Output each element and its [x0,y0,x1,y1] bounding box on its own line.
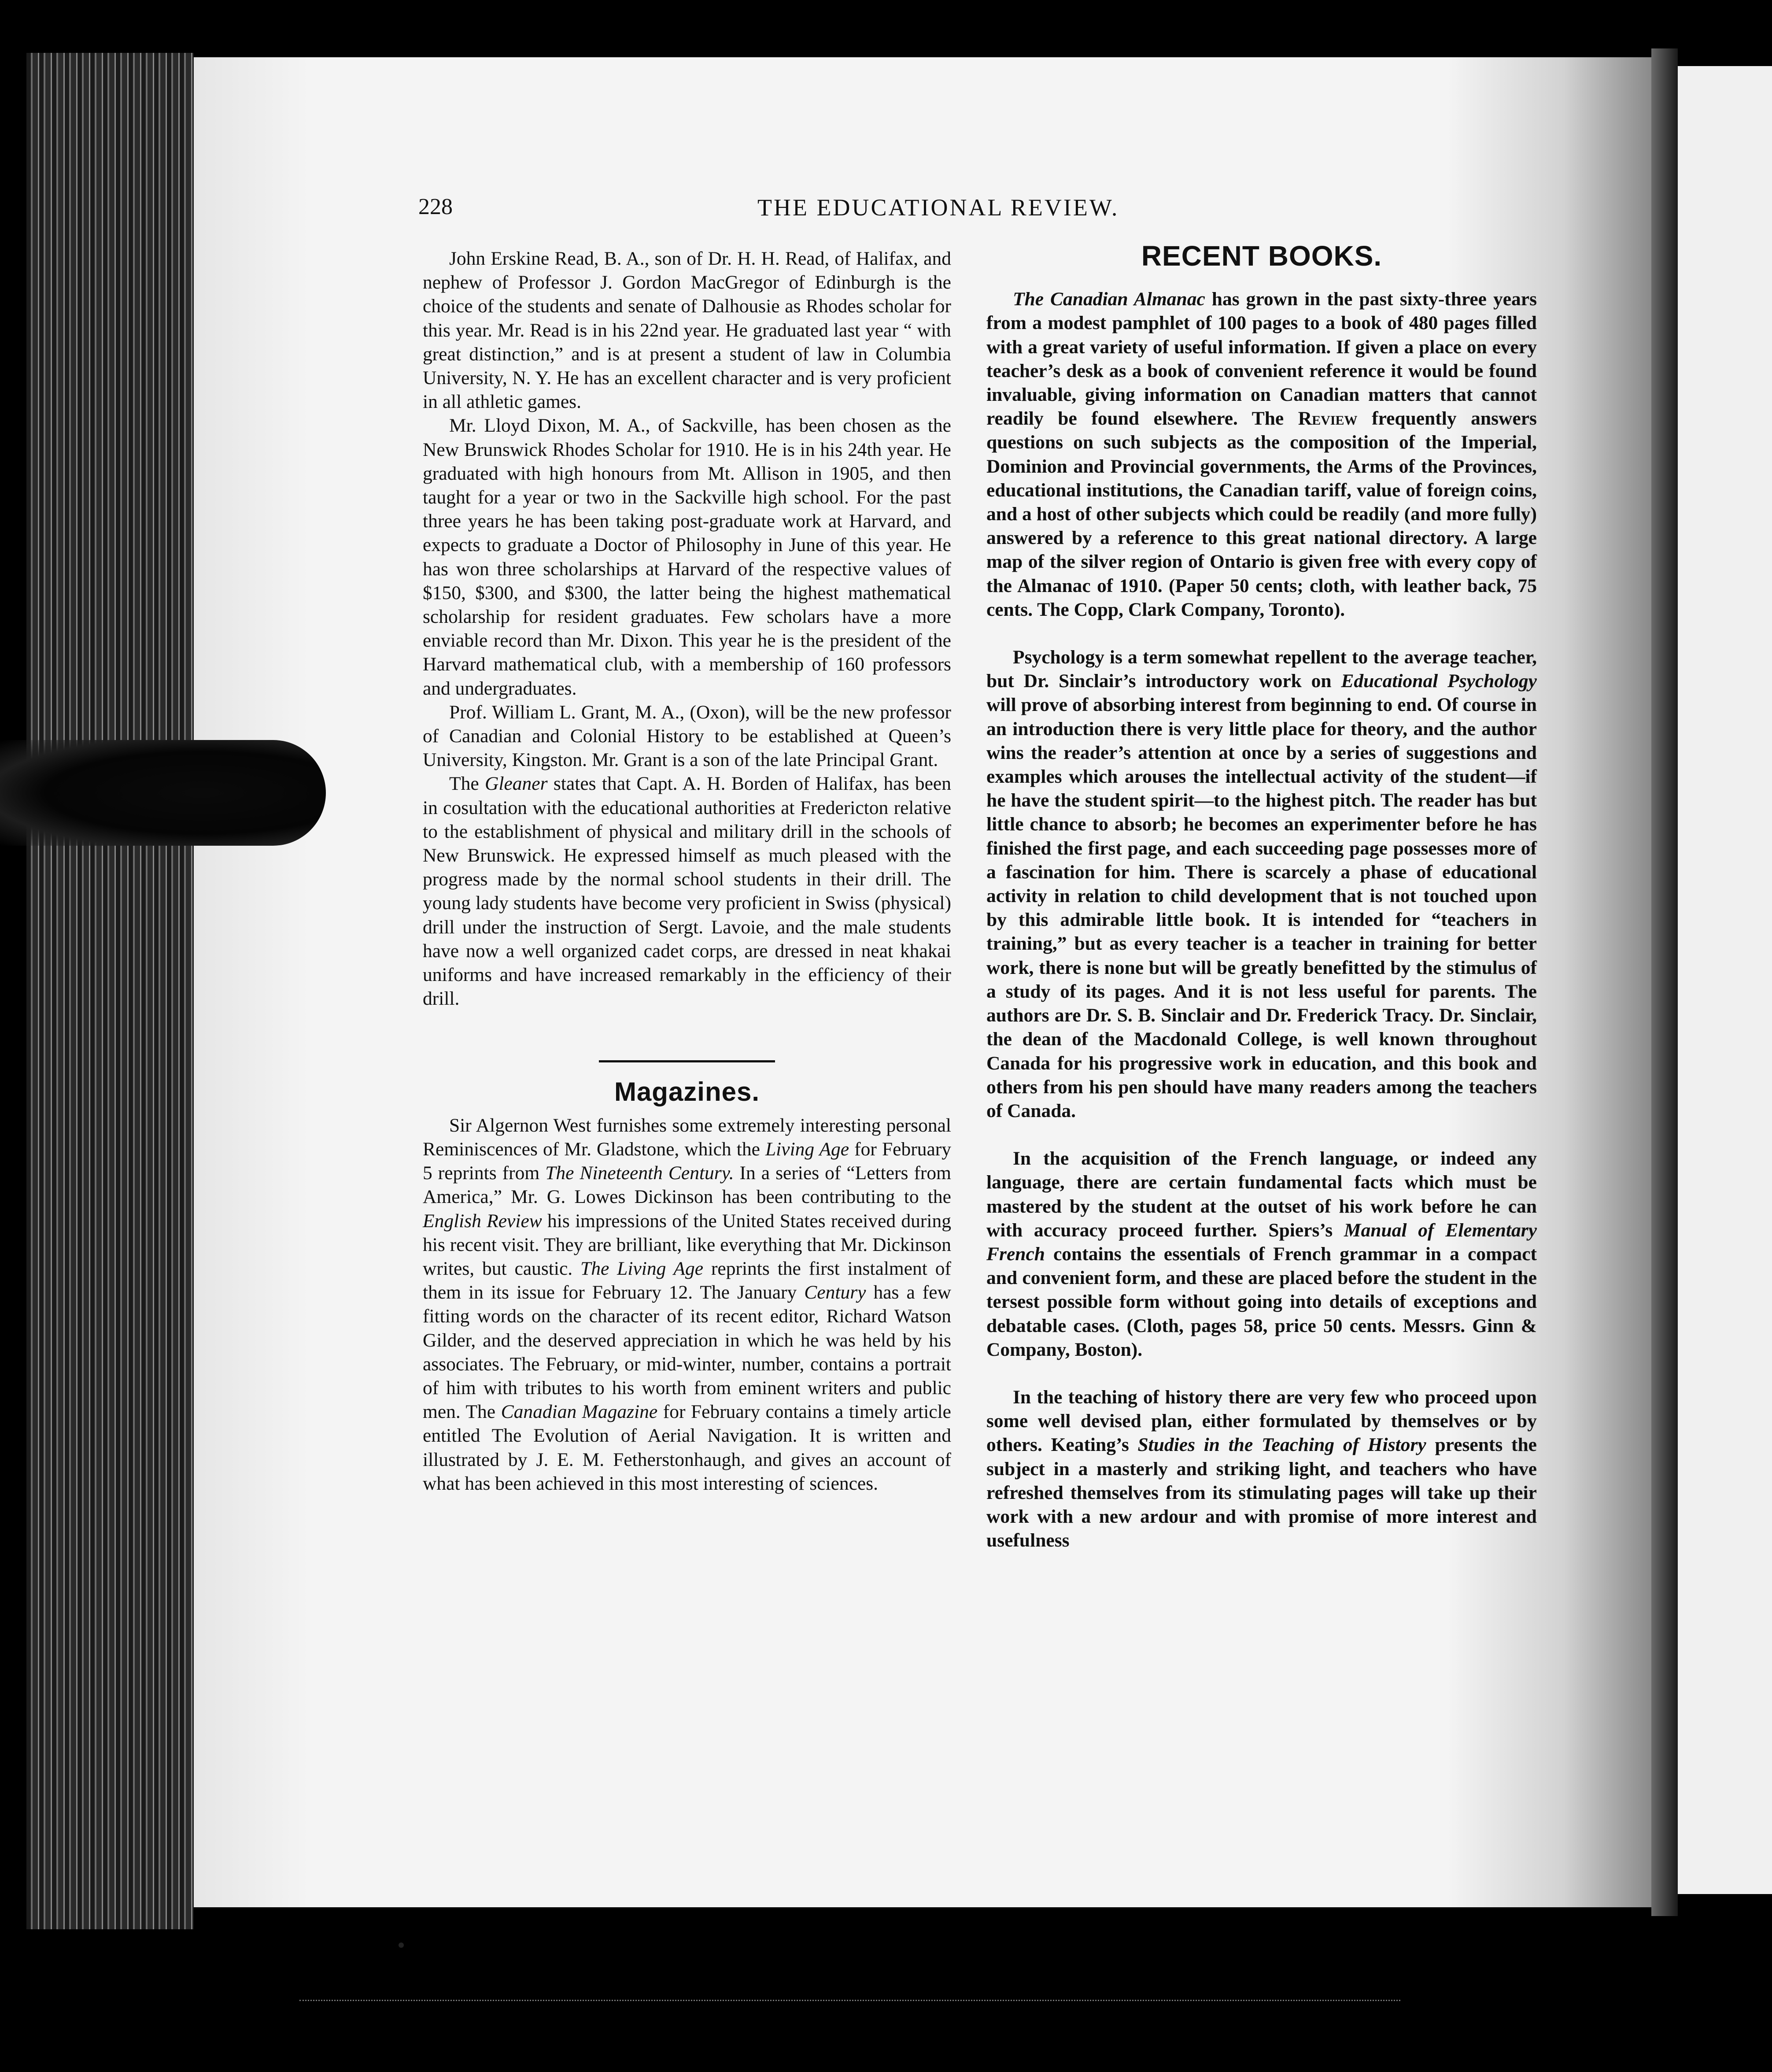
recent-books-heading: RECENT BOOKS. [1141,240,1382,272]
thumb-shadow [0,740,326,846]
book-page-edges [26,53,194,1929]
paragraph-grant: Prof. William L. Grant, M. A., (Oxon), will be the new professor of Canadian and Colonial History to be established at Queen’s University, Kingston. Mr. Grant is a son of the late Principal Grant. [423,701,951,771]
facing-page-edge [1678,66,1772,1894]
book-gutter [1651,48,1678,1916]
review-elementary-french: In the acquisition of the French language, or indeed any language, there are certain fundamental facts which must be mastered by the student at the outset of his work before he can with accuracy proceed further. Spiers’s Manual of Elementary French contains the essentials of French grammar in a compact and convenient form, and these are placed before the student in the tersest possible form without going into details of exceptions and debatable cases. (Cloth, pages 58, price 50 cents. Messrs. Ginn & Company, Boston). [986,1148,1537,1360]
paragraph-read: John Erskine Read, B. A., son of Dr. H. H. Read, of Halifax, and nephew of Professor J. Gordon MacGregor of Edinburgh is the choice of the students and senate of Dalhousie as Rhodes scholar for this year. Mr. Read is in his 22nd year. He graduated last year “ with great distinction,” and is at present a student of law in Columbia University, N. Y. He has an excellent character and is very proficient in all athletic games. [423,248,951,413]
review-canadian-almanac: The Canadian Almanac has grown in the past sixty-three years from a modest pamphlet of 100 pages to a book of 480 pages filled with a great variety of useful information. If given a place on every teacher’s desk as a book of convenient reference it would be found invaluable, giving information on Canadian matters that cannot readily be found elsewhere. The Review frequently answers questions on such subjects as the composition of the Imperial, Dominion and Provincial governments, the Arms of the Provinces, educational institutions, the Canadian tariff, value of foreign coins, and a host of other subjects which could be readily (and more fully) answered by a reference to this great national directory. A large map of the silver region of Ontario is given free with every copy of the Almanac of 1910. (Paper 50 cents; cloth, with leather back, 75 cents. The Copp, Clark Company, Toronto). [986,289,1537,620]
page-header [418,194,1607,229]
paragraph-gleaner: The Gleaner states that Capt. A. H. Borden of Halifax, has been in cosultation with the educational authorities at Fredericton relative to the establishment of physical and military drill in the schools of New Brunswick. He expressed himself as much pleased with the progress made by the normal school students in their drill. The young lady students have become very proficient in Swiss (physical) drill under the instruction of Sergt. Lavoie, and the male students have now a well organized cadet corps, are dressed in neat khakai uniforms and have increased remarkably in the efficiency of their drill. [423,773,951,1010]
right-column [986,240,1537,1552]
left-column [423,247,951,1495]
review-educational-psychology: Psychology is a term somewhat repellent to the average teacher, but Dr. Sinclair’s introductory work on Educational Psychology will prove of absorbing interest from beginning to end. Of course in an introduction there is very little place for theory, and the author wins the reader’s attention at once by a series of suggestions and examples which arouses the intellectual activity of the student—if he have the student spirit—to the highest pitch. The reader has but little chance to absorb; he becomes an experimenter before he has finished the first page, and each succeeding page possesses more of a fascination for him. There is scarcely a phase of educational activity in relation to child development that is not touched upon by this admirable little book. It is intended for “teachers in training,” but as every teacher is a teacher in training for better work, there is none but will be greatly benefitted by the stimulus of a study of its pages. And it is not less useful for parents. The authors are Dr. S. B. Sinclair and Dr. Frederick Tracy. Dr. Sinclair, the dean of the Macdonald College, is well known throughout Canada for his progressive work in education, and this book and others from his pen should have many readers among the teachers of Canada. [986,647,1537,1121]
scan-speck [399,1942,404,1948]
paragraph-magazines: Sir Algernon West furnishes some extremely interesting personal Reminiscences of Mr. Gladstone, which the Living Age for February 5 reprints from The Nineteenth Century. In a series of “Letters from America,” Mr. G. Lowes Dickinson has been contributing to the English Review his impressions of the United States received during his recent visit. They are brilliant, like everything that Mr. Dickinson writes, but caustic. The Living Age reprints the first instalment of them in its issue for February 12. The January Century has a few fitting words on the character of its recent editor, Richard Watson Gilder, and the deserved appreciation in which he was held by his associates. The February, or mid-winter, number, contains a portrait of him with tributes to his worth from eminent writers and public men. The Canadian Magazine for February contains a timely article entitled The Evolution of Aerial Navigation. It is written and illustrated by J. E. M. Fetherstonhaugh, and gives an account of what has been achieved in this most interesting of sciences. [423,1114,952,1494]
review-teaching-history: In the teaching of history there are very few who proceed upon some well devised plan, either formulated by themselves or by others. Keating’s Studies in the Teaching of History presents the subject in a masterly and striking light, and teachers who have refreshed themselves from its stimulating pages will take up their work with a new ardour and with promise of more interest and usefulness [986,1386,1537,1551]
magazines-heading: Magazines. [614,1077,760,1106]
gleaner-title: Gleaner [485,773,548,795]
scan-artifact-line [299,2000,1400,2010]
paragraph-dixon: Mr. Lloyd Dixon, M. A., of Sackville, has been chosen as the New Brunswick Rhodes Scholar for 1910. He is in his 24th year. He graduated with high honours from Mt. Allison in 1905, and then taught for a year or two in the Sackville high school. For the past three years he has been taking post-graduate work at Harvard, and expects to graduate a Doctor of Philosophy in June of this year. He has won three scholarships at Harvard of the respective values of $150, $300, and $300, the latter being the highest mathematical scholarship for resident graduates. Few scholars have a more enviable record than Mr. Dixon. This year he is the president of the Harvard mathematical club, with a membership of 160 professors and undergraduates. [423,415,951,699]
page-number: 228 [418,194,453,219]
running-title: THE EDUCATIONAL REVIEW. [757,194,1119,221]
